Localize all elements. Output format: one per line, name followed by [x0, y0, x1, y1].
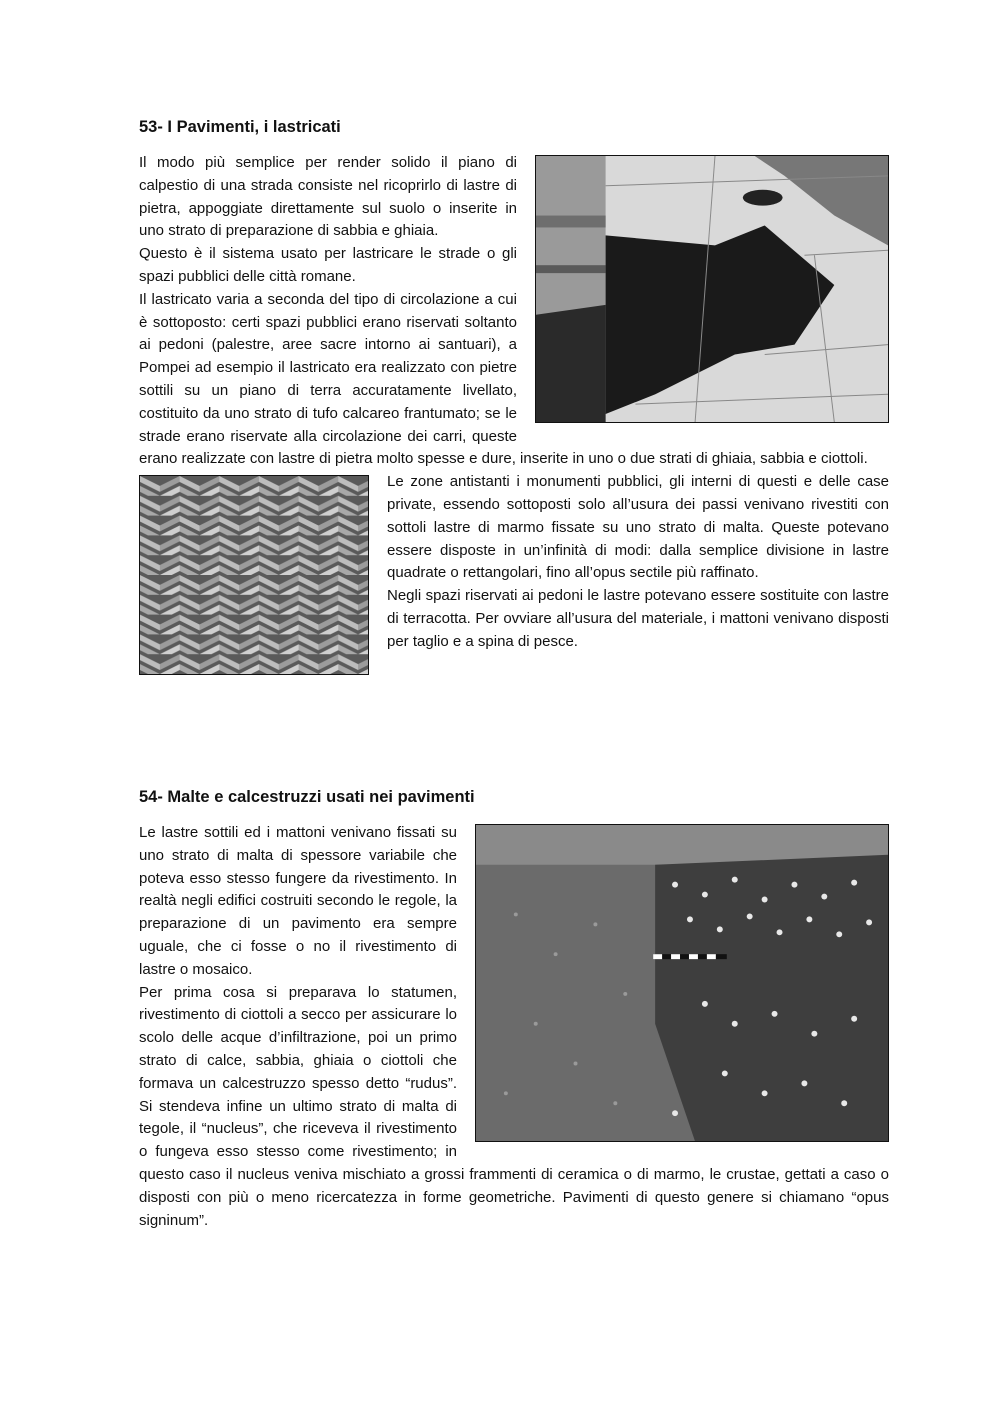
section-53-paragraph-3: Il lastricato varia a seconda del tipo di circolazione a cui è sottoposto: certi spazi pubblici erano riservati soltanto ai pedoni (palestre, aree sacre intorno ai santuari), a Pompei ad esempio il lastricato era realizzato con pietre sottili su un piano di terra accuratamente livellato, costituito da uno strato di tufo calcareo frantumato; se le strade erano riservate alla circolazione dei carri, queste erano realizzate con lastre di pietra molto spesse e dure, inserite in uno o due strati di ghiaia, sabbia e ciottoli.: [139, 290, 868, 468]
stone-paving-photo: [535, 155, 889, 423]
opus-signinum-photo: [475, 824, 889, 1142]
section-54-paragraph-1: Le lastre sottili ed i mattoni venivano fissati su uno strato di malta di spessore variabile che poteva esso stesso fungere da rivestimento. In realtà negli edifici costruiti secondo le regole, la preparazione di un pavimento era sempre uguale, che ci fosse o no il rivestimento di lastre o mosaico.: [139, 824, 457, 978]
section-53-heading: 53- I Pavimenti, i lastricati: [139, 118, 341, 136]
section-54: [139, 786, 889, 1232]
herringbone-brick-photo: [139, 475, 369, 675]
section-53-paragraph-5: Negli spazi riservati ai pedoni le lastre potevano essere sostituite con lastre di terracotta. Per ovviare all’usura del materiale, i mattoni venivano disposti per taglio e a spina di pesce.: [387, 587, 889, 650]
section-54-paragraph-2: Per prima cosa si preparava lo statumen, rivestimento di ciottoli a secco per assicurare lo scolo delle acque d’infiltrazione, poi un primo strato di calce, sabbia, ghiaia o ciottoli che formava un calcestruzzo spesso detto “rudus”. Si stendeva infine un ultimo strato di malta di tegole, il “nucleus”, che riceveva il rivestimento o fungeva esso stesso come rivestimento; in questo caso il nucleus veniva mischiato a grossi frammenti di ceramica o di marmo, le crustae, gettati a caso o disposti con più o meno ricercatezza in forme geometriche. Pavimenti di questo genere si chiamano “opus signinum”.: [139, 983, 889, 1229]
section-53: [139, 116, 889, 679]
section-53-paragraph-1: Il modo più semplice per render solido il piano di calpestio di una strada consiste nel ricoprirlo di lastre di pietra, appoggiate direttamente sul suolo o inserite in uno strato di preparazione di sabbia e ghiaia.: [139, 154, 517, 240]
section-53-paragraph-4: Le zone antistanti i monumenti pubblici, gli interni di questi e delle case private, essendo sottoposti solo all’usura dei passi venivano rivestiti con sottoli lastre di marmo fissate su uno strato di malta. Queste potevano essere disposte in un’infinità di modi: dalla semplice divisione in lastre quadrate o rettangolari, fino all’opus sectile più raffinato.: [387, 473, 889, 582]
section-54-heading: 54- Malte e calcestruzzi usati nei pavimenti: [139, 788, 475, 806]
section-53-paragraph-2: Questo è il sistema usato per lastricare le strade o gli spazi pubblici delle città romane.: [139, 245, 517, 285]
